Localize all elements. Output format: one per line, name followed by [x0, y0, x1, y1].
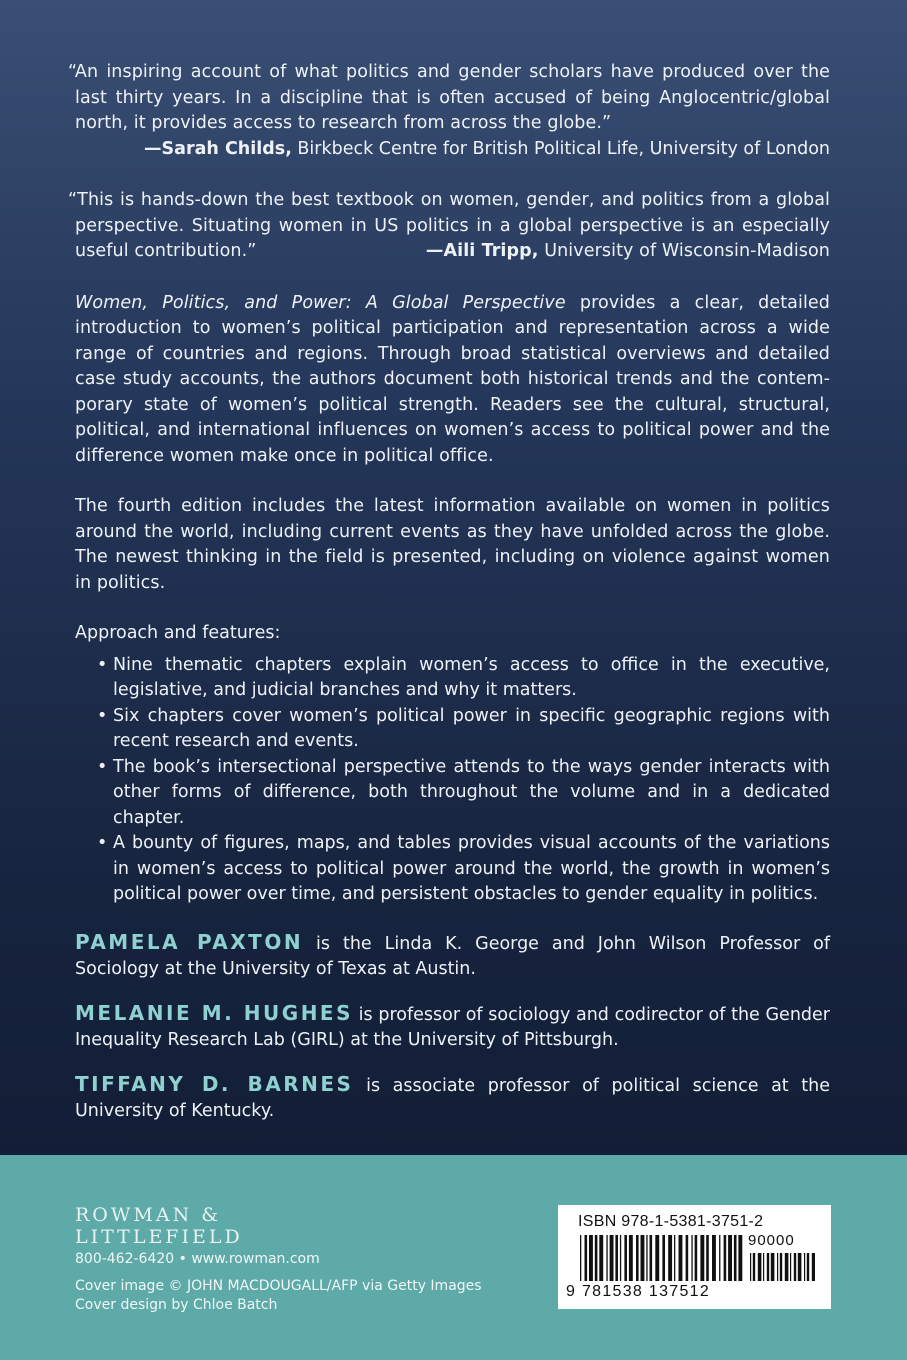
barcode-bar	[589, 1235, 593, 1281]
barcode-addon-bar	[794, 1253, 796, 1281]
barcode-bar	[646, 1235, 647, 1281]
author-bio-text: is the Linda K. George and John Wilson Professor of Sociology at the University of Texas at Austin.	[75, 933, 830, 979]
barcode-bar	[712, 1235, 716, 1281]
barcode-bar	[686, 1235, 689, 1281]
barcode-bar	[674, 1235, 675, 1281]
barcode-addon-bar	[763, 1253, 764, 1281]
quote-attribution	[75, 137, 830, 163]
barcode-addon-bar	[807, 1253, 809, 1281]
author-name: TIFFANY D. BARNES	[75, 1071, 354, 1096]
barcode-bar	[650, 1235, 653, 1281]
barcode-bar	[679, 1235, 683, 1281]
barcode-bar	[629, 1235, 633, 1281]
barcode-bar	[738, 1235, 742, 1281]
barcode-bar	[734, 1235, 737, 1281]
author-bio	[75, 1072, 830, 1125]
description-paragraph	[75, 291, 830, 470]
barcode-bar	[636, 1235, 639, 1281]
quote-affiliation: University of Wisconsin-Madison	[538, 241, 830, 261]
barcode-addon-bar	[780, 1253, 782, 1281]
barcode-addon-bar	[790, 1253, 791, 1281]
publisher-contact: 800-462-6420 • www.rowman.com	[75, 1251, 320, 1267]
back-cover-text	[68, 60, 830, 1125]
list-item	[97, 704, 830, 755]
list-item-text: Nine thematic chapters explain women’s access to office in the executive, legislative, and judicial branches and why it matters.	[113, 654, 830, 700]
barcode-addon-bar	[771, 1253, 775, 1281]
cover-image-credit: Cover image © JOHN MACDOUGALL/AFP via Getty Images	[75, 1278, 482, 1294]
barcode-addon-bar	[750, 1253, 751, 1281]
features-heading: Approach and features:	[75, 623, 281, 643]
bullet-icon: •	[97, 705, 108, 726]
barcode-bar	[706, 1235, 709, 1281]
publisher-name-line1: ROWMAN &	[75, 1204, 222, 1226]
list-item	[97, 831, 830, 908]
barcode-bar	[719, 1235, 720, 1281]
quote-author: —Sarah Childs,	[144, 138, 292, 159]
barcode-bar	[610, 1235, 614, 1281]
barcode-bar	[700, 1235, 704, 1281]
barcode-bar	[728, 1235, 732, 1281]
barcode-bar	[724, 1235, 727, 1281]
edition-paragraph: The fourth edition includes the latest information available on women in politics around the world, including current events as they have unfolded across the globe. The newest thinking in the field is presented, including on violence against women in politics.	[75, 496, 830, 593]
author-bio-text: is associate professor of political science at the University of Kentucky.	[75, 1075, 830, 1121]
list-item-text: The book’s intersectional perspective attends to the ways gender interacts with other forms of difference, both throughout the volume and in a dedicated chapter.	[113, 756, 830, 828]
barcode-addon-bar	[767, 1253, 769, 1281]
bullet-icon: •	[97, 756, 108, 777]
barcode-addon-bar	[753, 1253, 755, 1281]
list-item	[97, 755, 830, 832]
publisher-logo	[75, 1204, 243, 1248]
barcode-addon: 90000	[748, 1232, 795, 1249]
barcode-addon-bar	[777, 1253, 778, 1281]
barcode-bar	[695, 1235, 698, 1281]
barcode-addon-bar	[798, 1253, 802, 1281]
quote-author: —Aili Tripp,	[425, 241, 539, 261]
barcode-bar	[606, 1235, 607, 1281]
barcode-bar	[624, 1235, 627, 1281]
list-item-text: A bounty of figures, maps, and tables provides visual accounts of the variations in women’s access to political power around the world, the growth in women’s political power over time, and persistent obstacles to gender equality in politics.	[113, 833, 830, 904]
book-title: Women, Politics, and Power: A Global Perspective	[75, 292, 566, 313]
publisher-info	[75, 1250, 482, 1315]
barcode-bar	[620, 1235, 621, 1281]
author-name: PAMELA PAXTON	[75, 929, 304, 954]
barcode-bar	[691, 1235, 692, 1281]
barcode-bar	[585, 1235, 588, 1281]
list-item-text: Six chapters cover women’s political power in specific geographic regions with recent research and events.	[113, 705, 830, 751]
bullet-icon: •	[97, 833, 108, 853]
barcode-bar	[599, 1235, 603, 1281]
barcode-bar	[641, 1235, 645, 1281]
quote-text	[68, 188, 830, 265]
barcode-bar	[615, 1235, 618, 1281]
barcode-bar	[668, 1235, 672, 1281]
list-item	[97, 653, 830, 704]
publisher-name-line2: LITTLEFIELD	[75, 1226, 243, 1248]
barcode-ean: 9 781538 137512	[566, 1283, 711, 1300]
features-list	[75, 653, 830, 908]
barcode-bar	[580, 1235, 581, 1281]
barcode-addon-bar	[804, 1253, 805, 1281]
quote-text: “An inspiring account of what politics and gender scholars have produced over the last thirty years. In a discipline that is often accused of being Anglocentric/global north, it provides access to research from across the globe.”	[68, 62, 830, 133]
endorsement-quote	[68, 60, 830, 162]
barcode-addon-bar	[758, 1253, 762, 1281]
bullet-icon: •	[97, 654, 108, 675]
cover-design-credit: Cover design by Chloe Batch	[75, 1297, 278, 1313]
quote-text-body: “This is hands-down the best textbook on women, gender, and politics from a global perspective. Situating women in US politics in a global perspective is an especially useful contribution.”	[68, 190, 830, 261]
isbn-barcode	[558, 1205, 831, 1309]
description-text: provides a clear, detailed introduction to women’s political participation and representation across a wide range of countries and regions. Through broad statistical overviews and detailed case study accounts, the authors document both historical trends and the contemporary state of women’s political strength. Readers see the cultural, structural, political, and international influences on women’s access to political power and the difference women make once in political office.	[75, 292, 830, 466]
author-bio	[75, 930, 830, 983]
barcode-bar	[655, 1235, 659, 1281]
barcode-bar	[662, 1235, 665, 1281]
quote-affiliation: Birkbeck Centre for British Political Life, University of London	[291, 138, 830, 159]
barcode-bar	[595, 1235, 598, 1281]
isbn-label: ISBN 978-1-5381-3751-2	[578, 1213, 764, 1230]
author-bio-text: is professor of sociology and codirector of the Gender Inequality Research Lab (GIRL) at the University of Pittsburgh.	[75, 1004, 830, 1050]
barcode-addon-bar	[812, 1253, 815, 1281]
author-name: MELANIE M. HUGHES	[75, 1000, 353, 1025]
endorsement-quote	[68, 188, 830, 265]
author-bio	[75, 1001, 830, 1054]
barcode-addon-bar	[785, 1253, 789, 1281]
